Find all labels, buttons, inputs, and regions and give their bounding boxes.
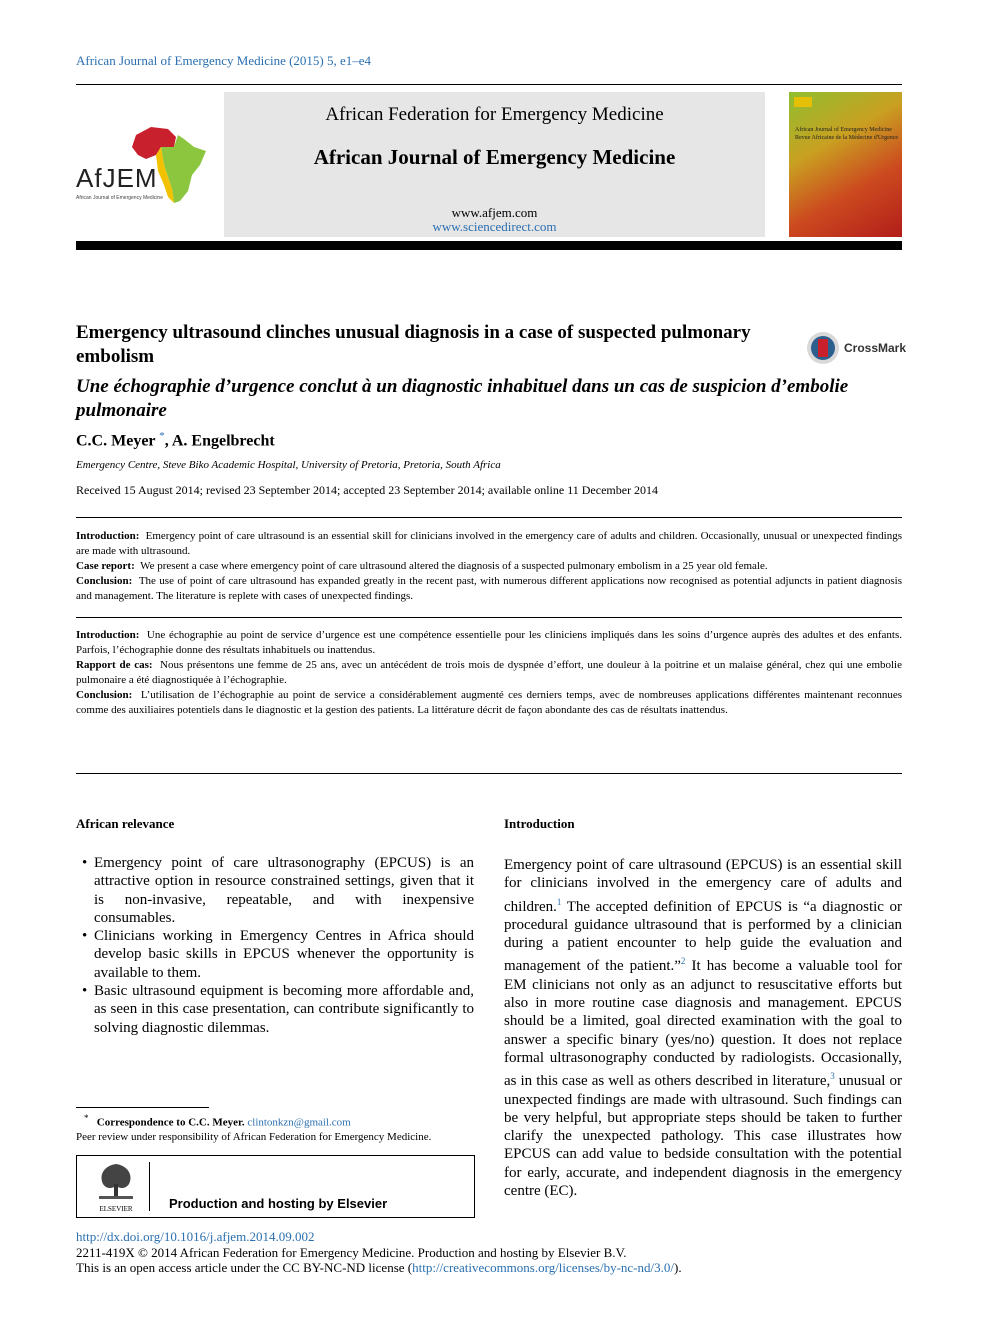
header-thick-rule <box>76 241 902 250</box>
footnote-rule <box>76 1107 209 1108</box>
logo-tagline: African Journal of Emergency Medicine <box>76 195 163 201</box>
abstract-rule-top <box>76 517 902 518</box>
abstract-rule-bottom <box>76 773 902 774</box>
reference-3[interactable]: 3 <box>830 1071 835 1082</box>
header-rule <box>76 84 902 85</box>
correspondence-mark[interactable]: * <box>159 430 165 442</box>
abstract-case: Case report: We present a case where emergency point of care ultrasound altered the diagnosis of a suspected pulmonary embolism in a 25 year old female. <box>76 560 768 572</box>
elsevier-divider <box>149 1162 150 1211</box>
elsevier-box <box>76 1155 475 1218</box>
journal-url[interactable]: www.afjem.com <box>451 205 538 220</box>
federation-name: African Federation for Emergency Medicine <box>325 104 664 125</box>
correspondence-footnote: * Correspondence to C.C. Meyer. clintonkzn@gmail.com <box>84 1113 351 1129</box>
author-meyer: C.C. Meyer <box>76 432 156 450</box>
abstract-rule-middle <box>76 617 902 618</box>
journal-name: African Journal of Emergency Medicine <box>313 145 676 169</box>
email-link[interactable]: clintonkzn@gmail.com <box>247 1116 351 1129</box>
elsevier-logo <box>93 1160 139 1212</box>
crossmark-label: CrossMark <box>844 341 907 355</box>
license-line: This is an open access article under the CC BY-NC-ND license (http://creativecommons.org/licenses/by-nc-nd/3.0/). <box>76 1260 682 1275</box>
abstract-english <box>76 529 902 604</box>
introduction-heading: Introduction <box>504 816 575 831</box>
journal-cover-image <box>789 92 902 237</box>
sciencedirect-url[interactable]: www.sciencedirect.com <box>432 219 557 234</box>
author-engelbrecht: , A. Engelbrecht <box>164 432 275 450</box>
footer-info <box>76 1229 682 1276</box>
african-relevance-list <box>76 854 474 1037</box>
author-list <box>76 430 275 450</box>
afjem-logo <box>76 125 216 205</box>
doi-link[interactable]: http://dx.doi.org/10.1016/j.afjem.2014.09.002 <box>76 1229 315 1244</box>
relevance-bullet: • Clinicians working in Emergency Centres in Africa should develop basic skills in EPCUS whenever the opportunity is available to them. <box>76 927 474 982</box>
reference-1[interactable]: 1 <box>556 896 562 907</box>
african-relevance-heading: African relevance <box>76 816 175 831</box>
license-link[interactable]: http://creativecommons.org/licenses/by-nc-nd/3.0/ <box>412 1260 674 1275</box>
article-history: Received 15 August 2014; revised 23 September 2014; accepted 23 September 2014; available online 11 December 2014 <box>76 483 659 497</box>
copyright-line: 2211-419X © 2014 African Federation for Emergency Medicine. Production and hosting by Elsevier B.V. <box>76 1244 627 1260</box>
production-hosting-label: Production and hosting by Elsevier <box>169 1196 388 1211</box>
peer-review-note: Peer review under responsibility of African Federation for Emergency Medicine. <box>76 1131 432 1143</box>
relevance-bullet: • Basic ultrasound equipment is becoming more affordable and, as seen in this case presentation, can contribute significantly to solving diagnostic dilemmas. <box>76 982 474 1037</box>
article-title-english: Emergency ultrasound clinches unusual diagnosis in a case of suspected pulmonary embolism <box>76 322 751 367</box>
reference-2[interactable]: 2 <box>680 956 686 967</box>
logo-text: AfJEM <box>76 163 158 193</box>
crossmark-badge[interactable] <box>806 331 906 365</box>
elsevier-tree-icon <box>93 1160 139 1200</box>
crossmark-icon <box>806 331 840 365</box>
resume-case: Rapport de cas: Nous présentons une femme de 25 ans, avec un antécédent de trois mois de dyspnée d’effort, une douleur à la poitrine et un malaise général, chez qui une embolie pulmonaire a été diagnostiquée à l’échographie. <box>76 659 902 686</box>
abstract-conclusion: Conclusion: The use of point of care ultrasound has expanded greatly in the recent past, with numerous different applications now recognised as potential adjuncts in patient diagnosis and management. The literature is replete with cases of unexpected findings. <box>76 575 902 602</box>
resume-intro: Introduction: Une échographie au point de service d’urgence est une compétence essentielle pour les cliniciens impliqués dans les soins d’urgence auprès des adultes et des enfants. Parfois, l’échographie donne des résultats inhabituels ou inattendus. <box>76 629 903 656</box>
relevance-bullet: • Emergency point of care ultrasonography (EPCUS) is an attractive option in resource constrained settings, given that it is non-invasive, repeatable, and with inexpensive consumables. <box>76 854 474 927</box>
abstract-intro: Introduction: Emergency point of care ultrasound is an essential skill for clinicians involved in the emergency care of adults and children. Occasionally, unusual or unexpected findings are made with ultrasound. <box>76 530 902 557</box>
affiliation: Emergency Centre, Steve Biko Academic Hospital, University of Pretoria, Pretoria, South Africa <box>76 459 501 471</box>
abstract-french <box>76 628 902 718</box>
cover-title: African Journal of Emergency Medicine Revue Africaine de la Médecine d'Urgence <box>795 127 899 141</box>
article-title-french: Une échographie d’urgence conclut à un diagnostic inhabituel dans un cas de suspicion d’embolie pulmonaire <box>76 376 849 421</box>
cover-logo-icon <box>794 97 812 107</box>
introduction-body: Emergency point of care ultrasound (EPCUS) is an essential skill for clinicians involved in the emergency care of adults and children.$^1$ The accepted definition of EPCUS is “a diagnostic or procedural guidance ultrasound that is performed by a clinician during a patient encounter to help guide the evaluation and management of the patient.”$^2$ It has become a valuable tool for EM clinicians not only as an adjunct to resuscitative efforts but also in more routine case diagnosis and management. EPCUS should be a limited, goal directed examination with the goal to answer a specific binary (yes/no) question. It does not replace formal ultrasonography conducted by radiologists. Occasionally, as in this case as well as others described in literature,$^3$ unusual or unexpected findings are made with ultrasound. Such findings can be very helpful, but appropriate steps should be taken to further clarify the unexpected pathology. This case illustrates how EPCUS can add value to bedside consultation with the potential for early, accurate, and independent diagnosis in the emergency centre (EC). <box>504 857 902 1200</box>
elsevier-word: ELSEVIER <box>99 1205 133 1213</box>
resume-conclusion: Conclusion: L’utilisation de l’échographie au point de service a considérablement augmenté ces derniers temps, avec de nombreuses applications différentes maintenant reconnues comme des auxiliaires potentiels dans le diagnostic et la gestion des patients. La littérature décrit de façon abondante des cas de résultats inattendus. <box>76 689 903 716</box>
journal-citation[interactable]: African Journal of Emergency Medicine (2015) 5, e1–e4 <box>76 53 372 68</box>
